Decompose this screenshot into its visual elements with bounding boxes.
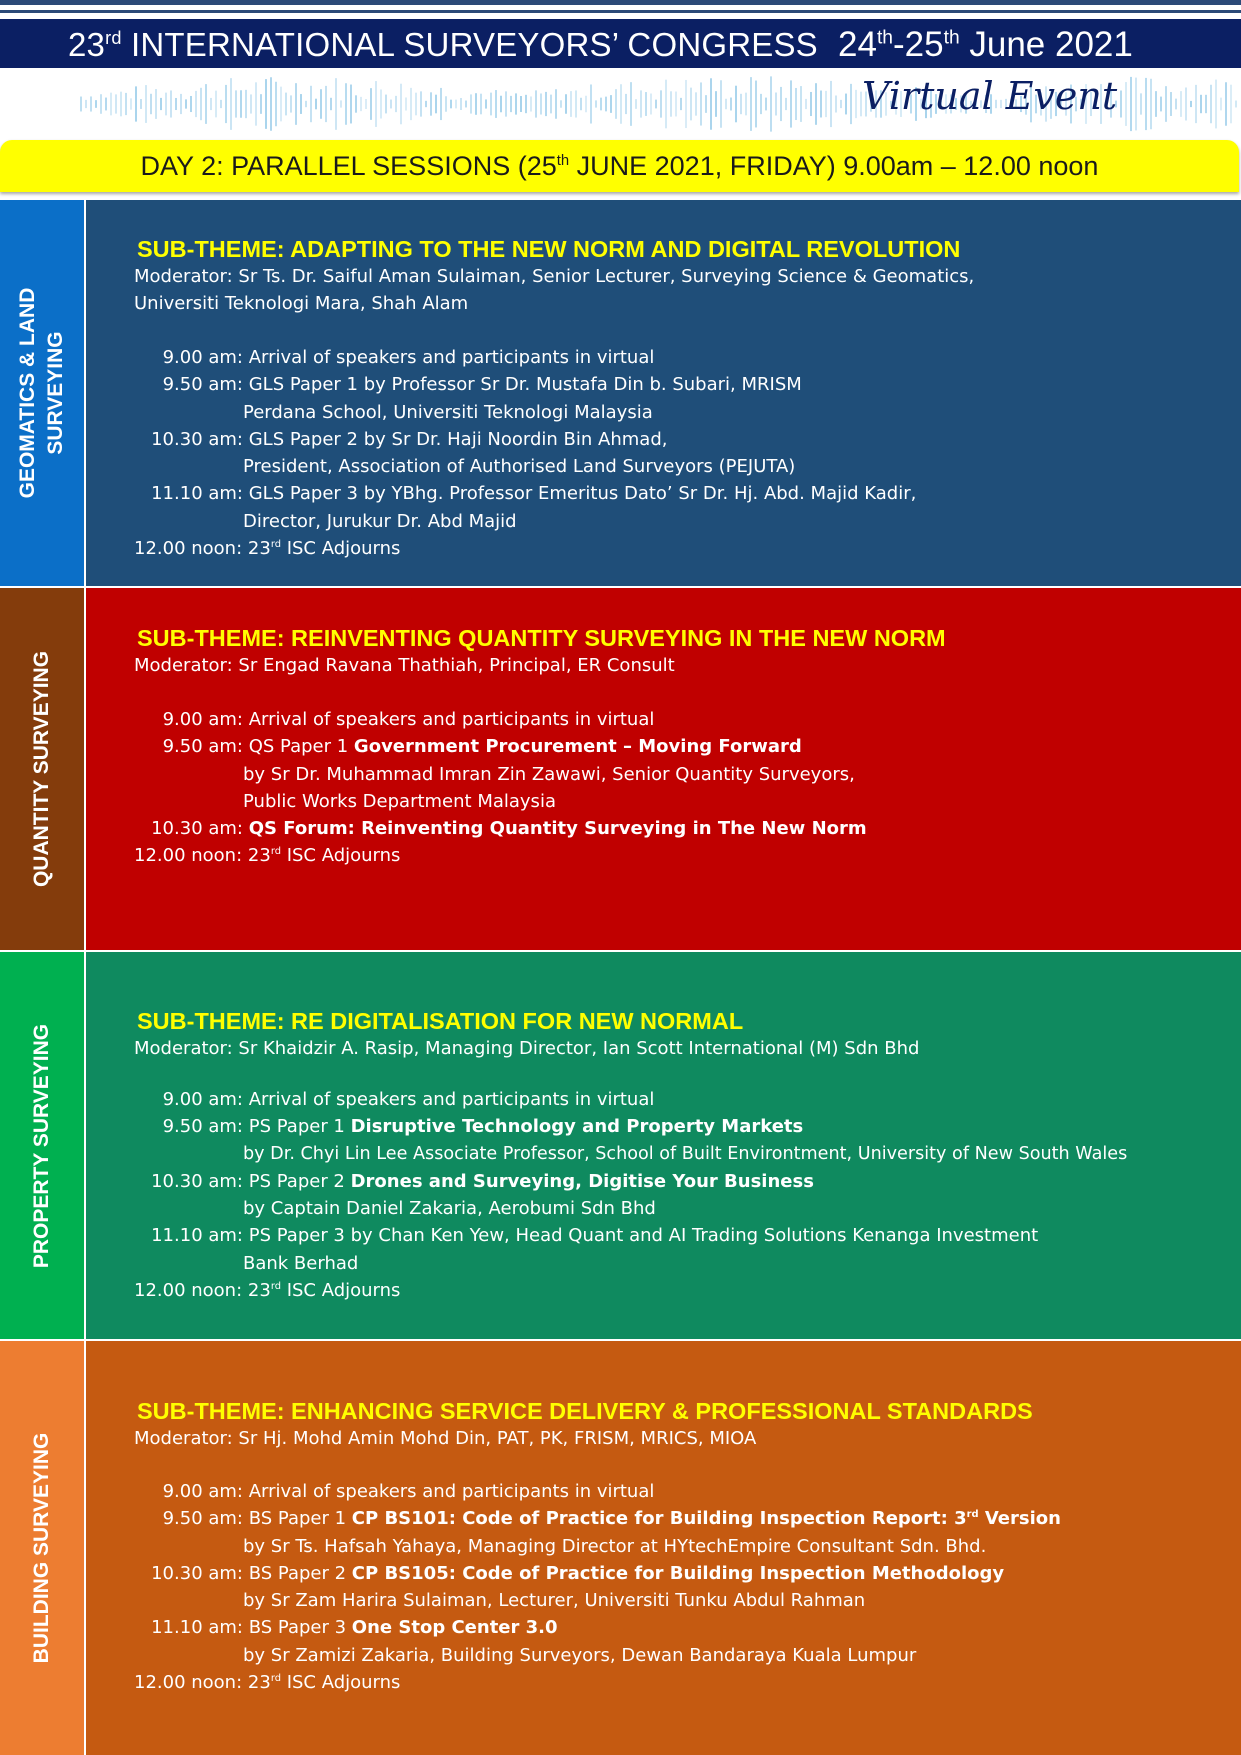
wave-bar [155, 89, 157, 119]
wave-bar [590, 84, 592, 123]
side-label-quantity: QUANTITY SURVEYING [30, 650, 53, 888]
wave-bar [1205, 95, 1207, 113]
wave-bar [775, 93, 777, 116]
schedule-item: 9.00 am: Arrival of speakers and participants in virtual [162, 347, 655, 368]
wave-bar [780, 87, 782, 121]
congress-date: 24th-25th June 2021 [838, 25, 1133, 64]
wave-bar [310, 86, 312, 122]
wave-bar [130, 98, 132, 109]
wave-bar [1175, 99, 1177, 110]
wave-bar [515, 93, 517, 114]
wave-bar [645, 92, 647, 116]
content-quantity [134, 625, 946, 870]
schedule-item: 11.10 am: PS Paper 3 by Chan Ken Yew, Head Quant and AI Trading Solutions Kenanga Investment [151, 1225, 1039, 1247]
wave-bar [830, 81, 832, 127]
wave-bar [800, 86, 802, 122]
wave-bar [315, 99, 317, 110]
wave-bar [330, 98, 332, 110]
wave-bar [630, 82, 632, 126]
schedule-item: 11.10 am: GLS Paper 3 by YBhg. Professor Emeritus Dato’ Sr Dr. Hj. Abd. Majid Kadir, [151, 483, 917, 505]
wave-bar [445, 96, 447, 111]
wave-bar [250, 94, 252, 113]
wave-bar [280, 87, 282, 122]
content-building [134, 1398, 1061, 1696]
wave-bar [1225, 82, 1227, 125]
wave-bar [500, 96, 502, 113]
wave-bar [535, 90, 537, 117]
wave-bar [200, 88, 202, 120]
wave-bar [1185, 87, 1187, 120]
top-rule-thin [0, 10, 1241, 13]
wave-bar [455, 100, 457, 109]
wave-bar [1155, 91, 1157, 117]
wave-bar [300, 94, 302, 114]
wave-bar [235, 90, 237, 117]
wave-bar [1230, 85, 1232, 124]
wave-bar [290, 95, 292, 112]
wave-bar [1120, 90, 1122, 117]
day-banner-text: DAY 2: PARALLEL SESSIONS (25th JUNE 2021, FRIDAY) 9.00am – 12.00 noon [140, 151, 1099, 181]
schedule-item-continued: Bank Berhad [243, 1252, 359, 1274]
wave-bar [545, 92, 547, 116]
wave-bar [770, 76, 772, 131]
wave-bar [95, 100, 97, 108]
wave-bar [170, 90, 172, 117]
wave-bar [820, 91, 822, 118]
wave-bar [815, 83, 817, 125]
wave-bar [180, 94, 182, 114]
wave-bar [655, 100, 657, 109]
subtheme-title: SUB-THEME: REINVENTING QUANTITY SURVEYING IN THE NEW NORM [137, 625, 946, 651]
wave-bar [575, 90, 577, 117]
moderator: Moderator: Sr Hj. Mohd Amin Mohd Din, PAT, PK, FRISM, MRICS, MIOA [134, 1428, 757, 1449]
wave-bar [375, 81, 377, 127]
wave-bar [805, 99, 807, 109]
schedule-item: 10.30 am: GLS Paper 2 by Sr Dr. Haji Noordin Bin Ahmad, [151, 428, 668, 450]
wave-bar [1190, 101, 1192, 107]
wave-bar [1170, 92, 1172, 116]
wave-bar [750, 77, 752, 131]
subtheme-title: SUB-THEME: RE DIGITALISATION FOR NEW NORMAL [137, 1008, 744, 1034]
wave-bar [660, 90, 662, 117]
wave-bar [355, 95, 357, 112]
wave-bar [365, 99, 367, 109]
schedule-item: 10.30 am: QS Forum: Reinventing Quantity Surveying in The New Norm [151, 818, 867, 840]
wave-bar [690, 88, 692, 121]
schedule-item: 9.50 am: QS Paper 1 Government Procurement – Moving Forward [162, 736, 802, 758]
wave-bar [600, 98, 602, 111]
wave-bar [1200, 95, 1202, 113]
wave-bar [740, 94, 742, 114]
wave-bar [480, 94, 482, 115]
subtheme-title: SUB-THEME: ENHANCING SERVICE DELIVERY & PROFESSIONAL STANDARDS [137, 1398, 1033, 1424]
wave-bar [505, 91, 507, 116]
wave-bar [625, 94, 627, 114]
wave-bar [650, 94, 652, 115]
wave-bar [400, 84, 402, 125]
wave-bar [695, 92, 697, 115]
wave-bar [710, 78, 712, 129]
wave-bar [855, 90, 857, 118]
wave-bar [390, 100, 392, 109]
wave-bar [605, 97, 607, 112]
wave-bar [85, 100, 87, 108]
wave-bar [275, 82, 277, 126]
side-label-property: PROPERTY SURVEYING [30, 1023, 53, 1268]
wave-bar [140, 99, 142, 109]
wave-bar [1125, 82, 1127, 126]
wave-bar [745, 93, 747, 116]
schedule-item: 11.10 am: BS Paper 3 One Stop Center 3.0 [151, 1617, 558, 1639]
wave-bar [470, 94, 472, 113]
wave-bar [395, 96, 397, 112]
wave-bar [845, 94, 847, 115]
wave-bar [1210, 85, 1212, 123]
wave-bar [245, 90, 247, 118]
wave-bar [285, 93, 287, 116]
wave-bar [440, 88, 442, 120]
schedule-item: 10.30 am: BS Paper 2 CP BS105: Code of Practice for Building Inspection Methodology [151, 1562, 1005, 1584]
wave-bar [350, 85, 352, 124]
wave-bar [120, 92, 122, 117]
wave-bar [215, 91, 217, 118]
wave-bar [1215, 80, 1217, 129]
schedule-item: 10.30 am: PS Paper 2 Drones and Surveying, Digitise Your Business [151, 1170, 814, 1192]
wave-bar [550, 95, 552, 114]
wave-bar [460, 98, 462, 110]
section-building [0, 1341, 1241, 1755]
wave-bar [670, 91, 672, 116]
wave-bar [795, 88, 797, 120]
wave-bar [260, 94, 262, 114]
wave-bar [430, 92, 432, 115]
wave-bar [240, 90, 242, 117]
wave-bar [80, 97, 82, 112]
wave-bar [595, 100, 597, 107]
wave-bar [295, 83, 297, 125]
wave-bar [475, 93, 477, 115]
wave-bar [100, 94, 102, 114]
wave-bar [1195, 85, 1197, 123]
wave-bar [1235, 101, 1237, 108]
wave-bar [415, 93, 417, 116]
wave-bar [1135, 78, 1137, 131]
schedule-item: 9.50 am: BS Paper 1 CP BS101: Code of Practice for Building Inspection Report: 3rd Version [162, 1508, 1061, 1530]
wave-bar [580, 98, 582, 110]
wave-bar [610, 95, 612, 113]
schedule-item-continued: by Sr Zamizi Zakaria, Building Surveyors, Dewan Bandaraya Kuala Lumpur [243, 1644, 917, 1666]
wave-bar [850, 84, 852, 124]
schedule-item-continued: Public Works Department Malaysia [243, 790, 556, 812]
schedule-item-continued: Perdana School, Universiti Teknologi Malaysia [243, 401, 653, 423]
wave-bar [370, 88, 372, 120]
adjourn-item: 12.00 noon: 23rd ISC Adjourns [134, 1280, 401, 1302]
wave-bar [1145, 78, 1147, 130]
wave-bar [635, 99, 637, 109]
wave-bar [325, 86, 327, 122]
content-property [134, 1008, 1127, 1304]
wave-bar [840, 100, 842, 108]
wave-bar [1180, 91, 1182, 117]
wave-bar [485, 99, 487, 108]
wave-bar [465, 101, 467, 108]
wave-bar [160, 98, 162, 110]
schedule-item-continued: President, Association of Authorised Land Surveyors (PEJUTA) [243, 456, 796, 478]
schedule-item: 9.50 am: GLS Paper 1 by Professor Sr Dr. Mustafa Din b. Subari, MRISM [162, 374, 802, 396]
wave-bar [340, 100, 342, 107]
wave-bar [1165, 86, 1167, 122]
wave-bar [255, 82, 257, 125]
schedule-item: 9.50 am: PS Paper 1 Disruptive Technology and Property Markets [162, 1116, 804, 1138]
schedule-item-continued: by Dr. Chyi Lin Lee Associate Professor, School of Built Environtment, University of New South Wales [243, 1143, 1128, 1164]
wave-bar [520, 96, 522, 112]
wave-bar [640, 90, 642, 117]
section-geomatics [0, 200, 1241, 586]
wave-bar [410, 88, 412, 120]
wave-bar [135, 86, 137, 121]
content-geomatics [134, 236, 974, 562]
wave-bar [725, 99, 727, 109]
schedule-item-continued: by Captain Daniel Zakaria, Aerobumi Sdn Bhd [243, 1198, 656, 1220]
wave-bar [320, 89, 322, 119]
schedule-item-continued: by Sr Zam Harira Sulaiman, Lecturer, Universiti Tunku Abdul Rahman [243, 1590, 866, 1612]
wave-bar [565, 94, 567, 114]
wave-bar [405, 97, 407, 110]
wave-bar [385, 95, 387, 114]
wave-bar [510, 96, 512, 112]
wave-bar [305, 101, 307, 107]
wave-bar [435, 95, 437, 114]
moderator: Moderator: Sr Khaidzir A. Rasip, Managing Director, Ian Scott International (M) Sdn Bhd [134, 1038, 920, 1059]
wave-bar [570, 91, 572, 117]
adjourn-item: 12.00 noon: 23rd ISC Adjourns [134, 1672, 401, 1694]
wave-bar [490, 93, 492, 116]
wave-bar [1220, 98, 1222, 111]
wave-bar [210, 98, 212, 110]
wave-bar [1140, 93, 1142, 114]
schedule-item: 9.00 am: Arrival of speakers and participants in virtual [162, 1481, 655, 1502]
wave-bar [540, 93, 542, 114]
wave-bar [345, 83, 347, 125]
wave-bar [105, 98, 107, 111]
schedule-item-continued: Director, Jurukur Dr. Abd Majid [243, 510, 517, 532]
wave-bar [560, 100, 562, 107]
adjourn-item: 12.00 noon: 23rd ISC Adjourns [134, 538, 401, 560]
wave-bar [360, 97, 362, 111]
wave-bar [125, 93, 127, 115]
wave-bar [205, 84, 207, 124]
section-quantity [0, 588, 1241, 950]
wave-bar [790, 80, 792, 127]
wave-bar [335, 78, 337, 130]
wave-bar [785, 98, 787, 110]
wave-bar [665, 80, 667, 129]
wave-bar [190, 96, 192, 112]
wave-bar [730, 98, 732, 111]
top-rule [0, 0, 1241, 5]
wave-bar [380, 89, 382, 118]
wave-bar [265, 79, 267, 129]
wave-bar [685, 80, 687, 128]
wave-bar [110, 93, 112, 116]
wave-bar [705, 95, 707, 113]
moderator: Moderator: Sr Ts. Dr. Saiful Aman Sulaiman, Senior Lecturer, Surveying Science & Geomatics, [134, 266, 975, 287]
wave-bar [420, 91, 422, 116]
wave-bar [90, 96, 92, 111]
wave-bar [585, 96, 587, 113]
wave-bar [765, 98, 767, 111]
wave-bar [495, 90, 497, 118]
wave-bar [1150, 79, 1152, 129]
wave-bar [530, 96, 532, 111]
schedule-item: 9.00 am: Arrival of speakers and participants in virtual [162, 709, 655, 730]
wave-bar [675, 92, 677, 117]
wave-bar [145, 85, 147, 123]
wave-bar [165, 93, 167, 116]
adjourn-item: 12.00 noon: 23rd ISC Adjourns [134, 845, 401, 867]
wave-bar [555, 89, 557, 118]
wave-bar [195, 91, 197, 117]
wave-bar [175, 98, 177, 110]
wave-bar [270, 77, 272, 130]
schedule-item: 9.00 am: Arrival of speakers and participants in virtual [162, 1089, 655, 1110]
wave-bar [810, 92, 812, 116]
wave-bar [1160, 97, 1162, 112]
wave-bar [680, 98, 682, 110]
wave-bar [115, 94, 117, 113]
schedule-item-continued: by Sr Dr. Muhammad Imran Zin Zawawi, Senior Quantity Surveyors, [243, 763, 855, 785]
schedule-item-continued: by Sr Ts. Hafsah Yahaya, Managing Director at HYtechEmpire Consultant Sdn. Bhd. [243, 1535, 987, 1557]
wave-bar [720, 80, 722, 127]
wave-bar [230, 78, 232, 130]
wave-bar [525, 95, 527, 113]
congress-title: 23rd INTERNATIONAL SURVEYORS’ CONGRESS [68, 26, 818, 63]
wave-bar [450, 100, 452, 109]
wave-bar [755, 81, 757, 128]
wave-bar [620, 84, 622, 124]
wave-bar [760, 94, 762, 114]
side-label-geomatics: GEOMATICS & LAND SURVEYING [16, 287, 67, 499]
wave-bar [220, 100, 222, 108]
wave-bar [185, 99, 187, 108]
wave-bar [1130, 77, 1132, 131]
wave-bar [150, 94, 152, 114]
section-property [0, 952, 1241, 1339]
wave-bar [425, 101, 427, 107]
wave-bar [715, 91, 717, 117]
moderator: Moderator: Sr Engad Ravana Thathiah, Principal, ER Consult [134, 655, 675, 676]
wave-bar [735, 86, 737, 123]
wave-bar [225, 85, 227, 123]
side-label-building: BUILDING SURVEYING [30, 1432, 53, 1664]
wave-bar [825, 91, 827, 117]
subtheme-title: SUB-THEME: ADAPTING TO THE NEW NORM AND DIGITAL REVOLUTION [137, 236, 961, 262]
moderator-continued: Universiti Teknologi Mara, Shah Alam [134, 293, 469, 314]
wave-bar [835, 95, 837, 112]
wave-bar [700, 82, 702, 125]
wave-bar [615, 89, 617, 119]
virtual-event-label: Virtual Event [862, 74, 1118, 118]
